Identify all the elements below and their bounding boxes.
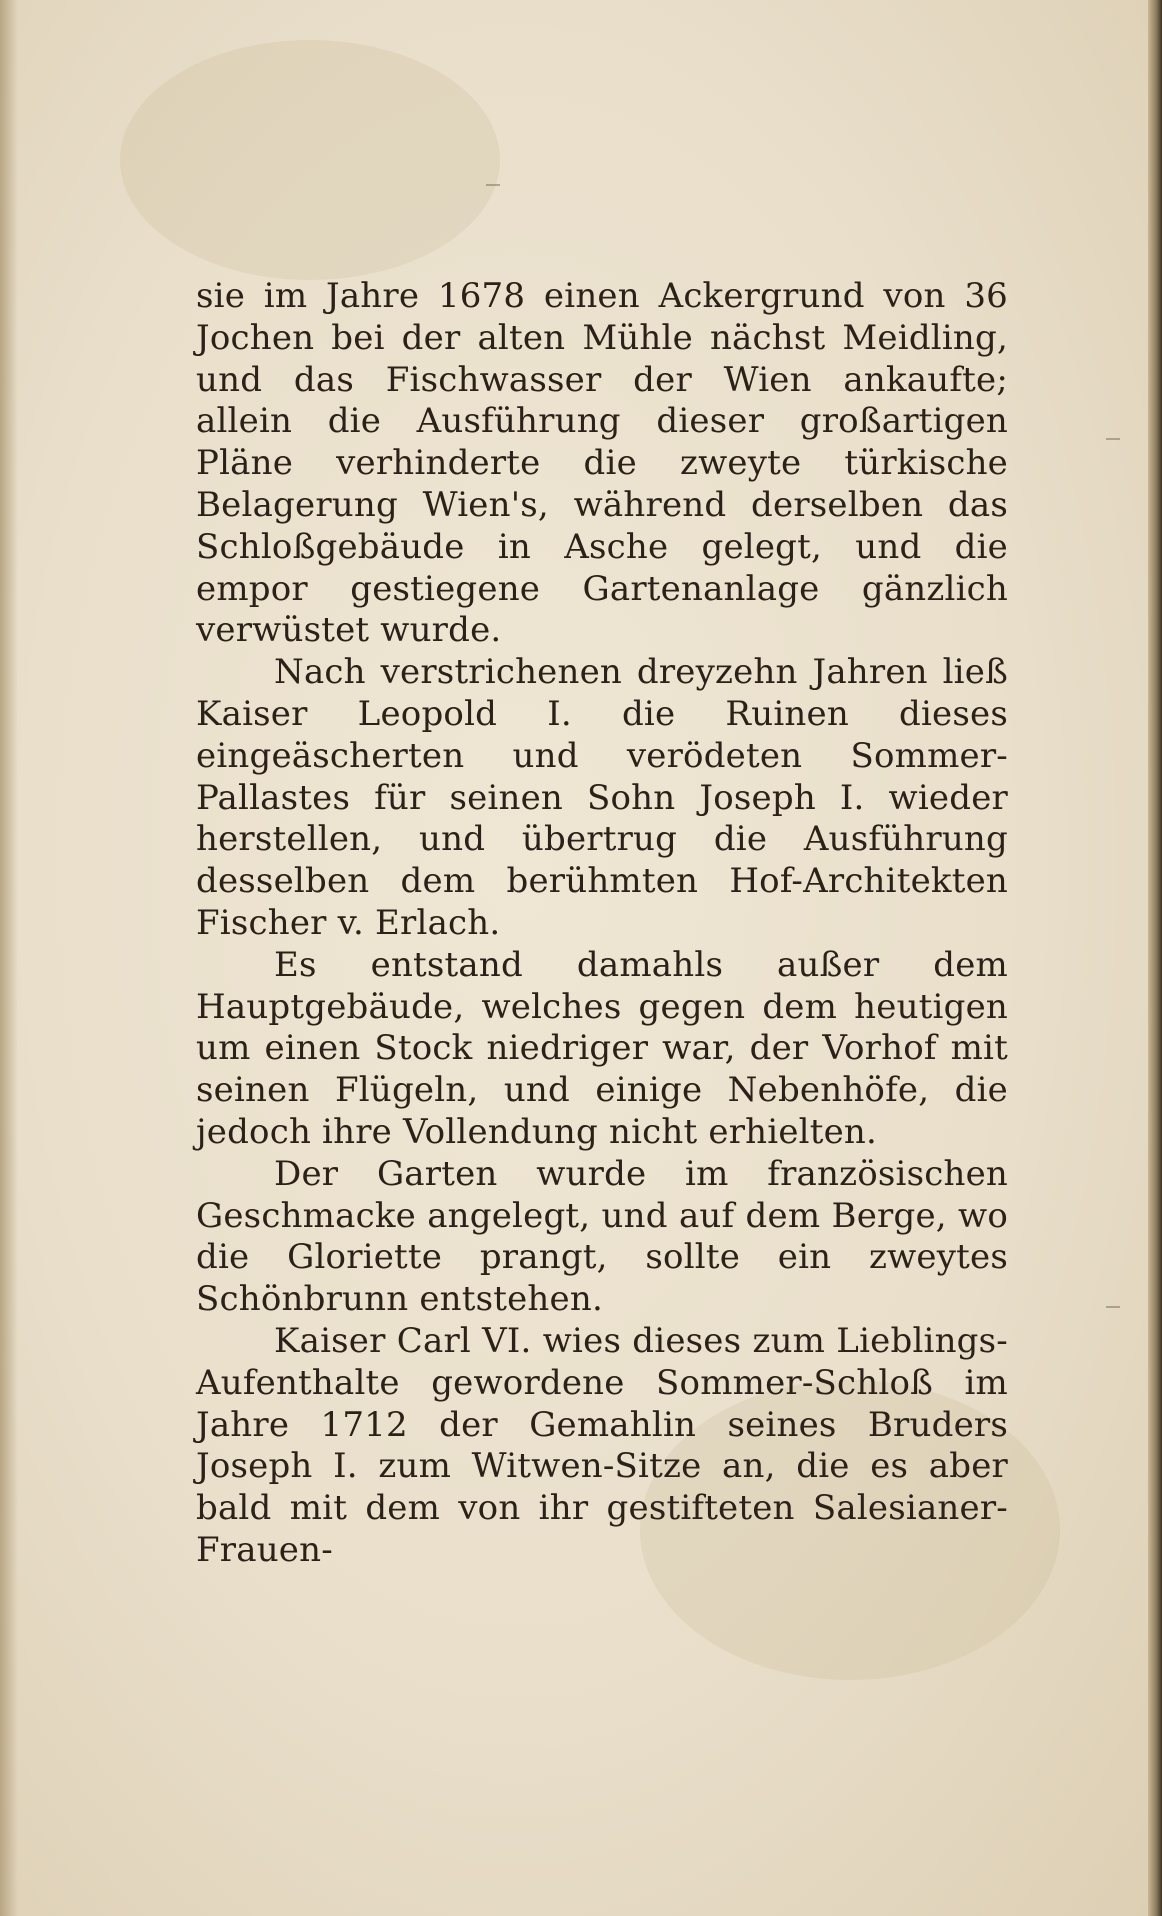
margin-mark	[1106, 438, 1120, 440]
paragraph: sie im Jahre 1678 einen Ackergrund von 36 Jochen bei der alten Mühle nächst Meidling, und das Fischwasser der Wien ankaufte; allein die Ausführung dieser großartigen Pläne verhinderte die zweyte türkische Belagerung Wien's, während derselben das Schloßgebäude in Asche gelegt, und die empor gestiegene Gartenanlage gänzlich verwüstet wurde.	[196, 276, 1008, 651]
page-gutter-shadow	[0, 0, 18, 1916]
page-mark	[486, 184, 500, 186]
margin-mark	[1106, 1306, 1120, 1308]
paper-stain	[120, 40, 500, 280]
page-text	[196, 276, 1008, 1572]
paragraph: Es entstand damahls außer dem Hauptgebäude, welches gegen dem heutigen um einen Stock niedriger war, der Vorhof mit seinen Flügeln, und einige Nebenhöfe, die jedoch ihre Vollendung nicht erhielten.	[196, 944, 1008, 1152]
paragraph: Kaiser Carl VI. wies dieses zum Lieblings-Aufenthalte gewordene Sommer-Schloß im Jahre 1712 der Gemahlin seines Bruders Joseph I. zum Witwen-Sitze an, die es aber bald mit dem von ihr gestifteten Salesianer-Frauen-	[196, 1320, 1008, 1570]
page-edge	[1148, 0, 1162, 1916]
paragraph: Der Garten wurde im französischen Geschmacke angelegt, und auf dem Berge, wo die Gloriette prangt, sollte ein zweytes Schönbrunn entstehen.	[196, 1153, 1008, 1320]
paragraph: Nach verstrichenen dreyzehn Jahren ließ Kaiser Leopold I. die Ruinen dieses eingeäscherten und verödeten Sommer-Pallastes für seinen Sohn Joseph I. wieder herstellen, und übertrug die Ausführung desselben dem berühmten Hof-Architekten Fischer v. Erlach.	[196, 652, 1008, 943]
